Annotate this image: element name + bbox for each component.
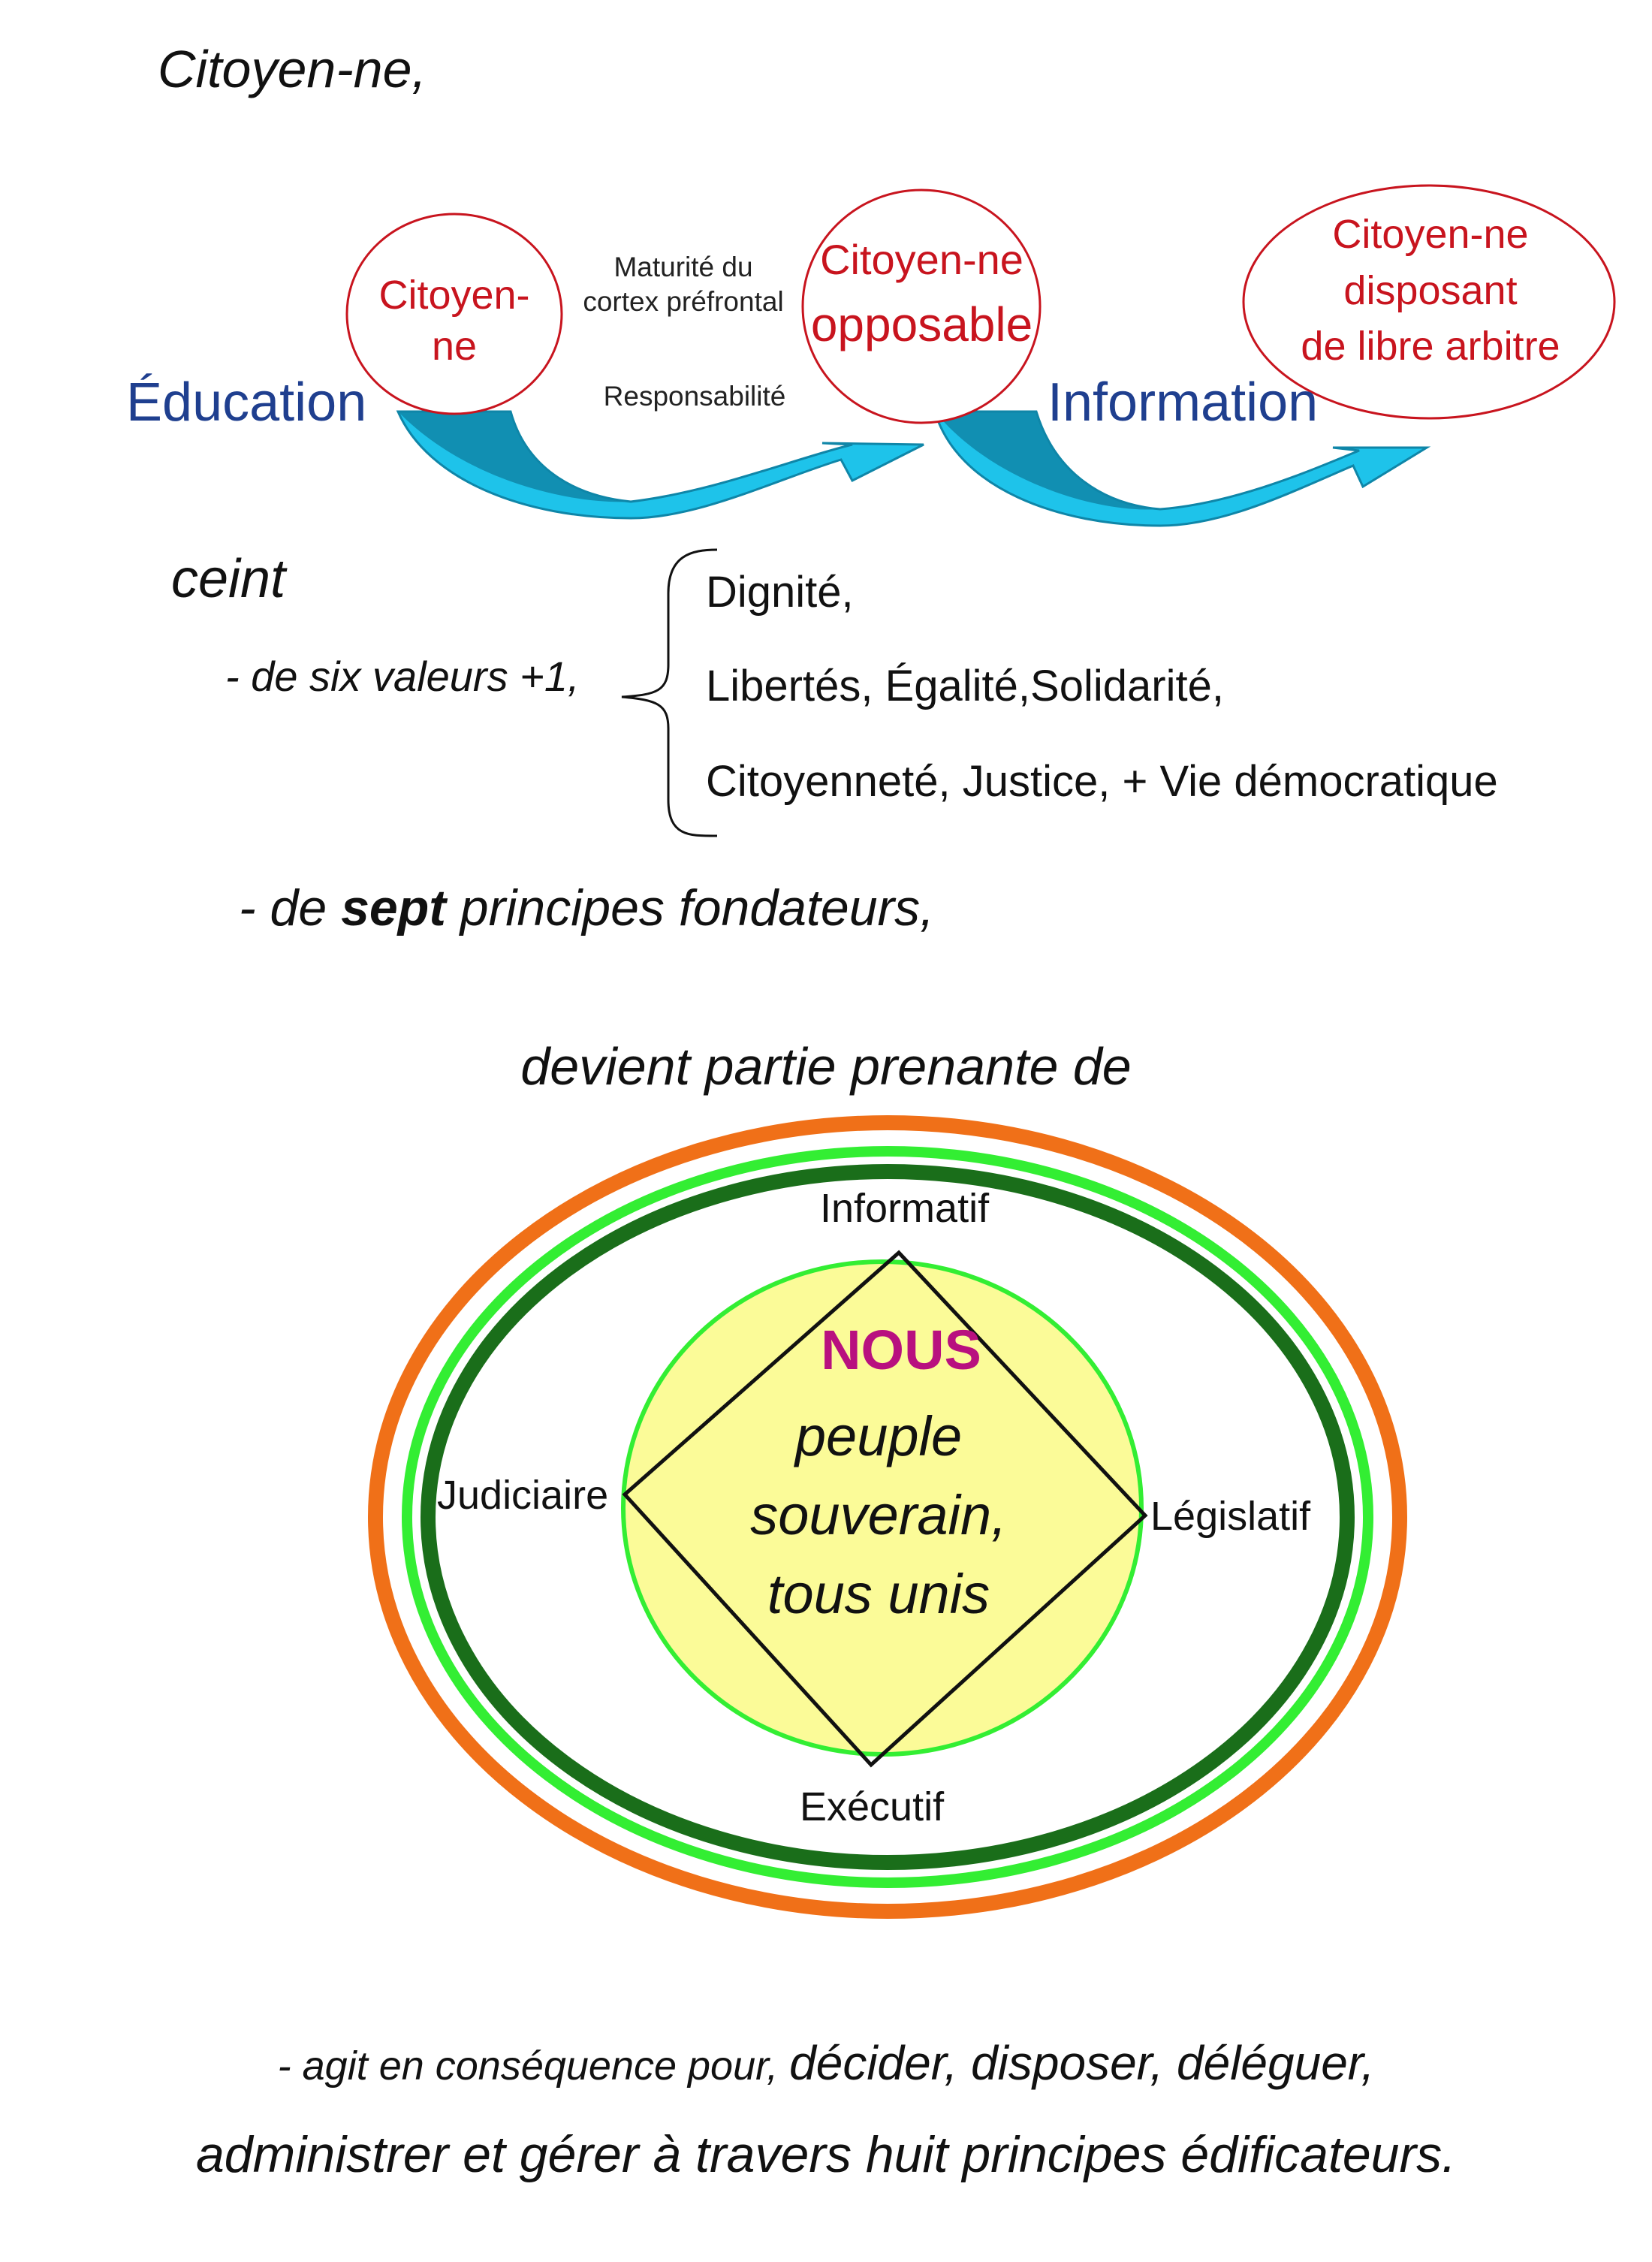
branch-judiciaire: Judiciaire bbox=[437, 1473, 609, 1518]
circle-citoyen-line: Citoyen- bbox=[378, 273, 530, 318]
principles-count: sept bbox=[341, 879, 446, 936]
circle-libre-arbitre-line: de libre arbitre bbox=[1301, 324, 1560, 369]
center-line: tous unis bbox=[767, 1563, 990, 1626]
circle-libre-arbitre-line: Citoyen-ne bbox=[1332, 212, 1529, 257]
agit-prefix: - agit en conséquence pour, bbox=[277, 2043, 790, 2089]
stage-information: Information bbox=[1048, 372, 1319, 433]
value-item: Libertés, Égalité,Solidarité, bbox=[706, 662, 1224, 710]
principles-suffix: principes fondateurs, bbox=[445, 879, 935, 936]
center-text bbox=[676, 1397, 1081, 1633]
page-title: Citoyen-ne, bbox=[158, 40, 427, 98]
value-item: Dignité, bbox=[706, 568, 854, 617]
circle-citoyen-line: ne bbox=[431, 323, 478, 369]
devient-label: devient partie prenante de bbox=[520, 1037, 1132, 1096]
circle-libre-arbitre-line: disposant bbox=[1343, 267, 1518, 313]
branch-informatif: Informatif bbox=[820, 1186, 990, 1231]
circle-opposable-line: opposable bbox=[810, 297, 1033, 352]
responsabilite-label: Responsabilité bbox=[603, 381, 786, 412]
nous-title: NOUS bbox=[821, 1319, 981, 1381]
values-label: - de six valeurs +1, bbox=[225, 653, 580, 700]
branch-legislatif: Législatif bbox=[1150, 1494, 1311, 1539]
agit-line-1 bbox=[0, 2035, 1652, 2091]
principles-prefix: - de bbox=[239, 879, 342, 936]
branch-executif: Exécutif bbox=[800, 1784, 945, 1829]
maturite-line: cortex préfrontal bbox=[583, 286, 784, 318]
maturite-line: Maturité du bbox=[613, 252, 753, 282]
center-line: souverain, bbox=[750, 1484, 1007, 1547]
center-line: peuple bbox=[794, 1405, 963, 1467]
ceint-label: ceint bbox=[171, 549, 286, 609]
agit-verbs: décider, disposer, déléguer, bbox=[789, 2036, 1375, 2090]
circle-opposable-line: Citoyen-ne bbox=[820, 236, 1023, 283]
stage-education: Éducation bbox=[126, 372, 367, 433]
value-item: Citoyenneté, Justice, + Vie démocratique bbox=[706, 757, 1498, 806]
agit-line-2: administrer et gérer à travers huit principes édificateurs. bbox=[195, 2126, 1457, 2183]
